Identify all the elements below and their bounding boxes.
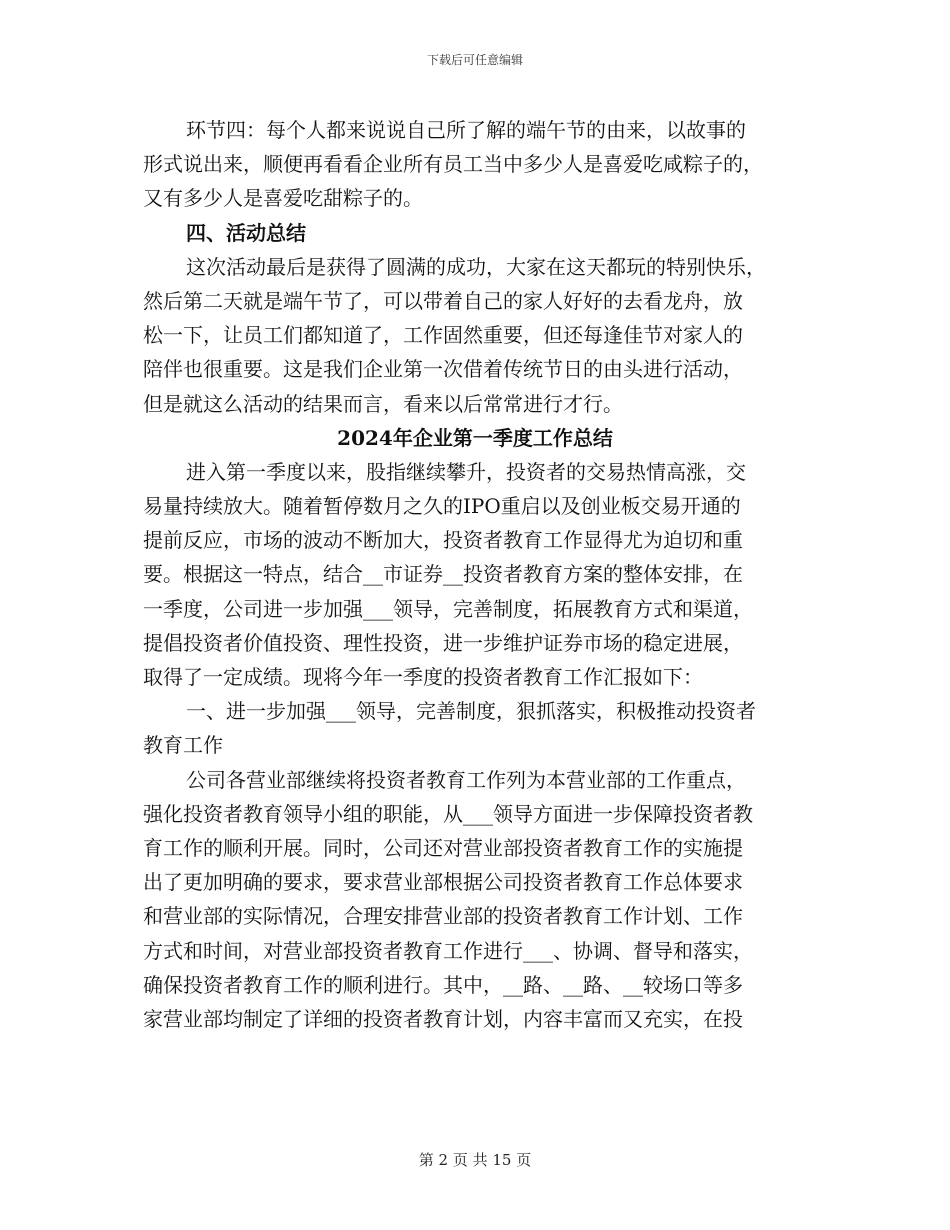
paragraph-line: 家营业部均制定了详细的投资者教育计划，内容丰富而又充实，在投 [143,1006,743,1031]
paragraph-line: 教育工作 [143,733,223,758]
paragraph-line: 进入第一季度以来，股指继续攀升，投资者的交易热情高涨，交 [186,459,746,484]
section-heading: 四、活动总结 [186,220,306,245]
paragraph-line: 又有多少人是喜爱吃甜粽子的。 [143,186,423,211]
paragraph-line: 确保投资者教育工作的顺利进行。其中，__路、__路、__较场口等多 [143,972,743,997]
paragraph-line: 提前反应，市场的波动不断加大，投资者教育工作显得尤为迫切和重 [143,528,743,553]
paragraph-line: 这次活动最后是获得了圆满的成功，大家在这天都玩的特别快乐， [186,254,766,279]
page-header: 下载后可任意编辑 [426,53,523,67]
page-number-footer: 第 2 页 共 15 页 [418,1151,532,1169]
paragraph-line: 然后第二天就是端午节了，可以带着自己的家人好好的去看龙舟，放 [143,288,743,313]
paragraph-line: 公司各营业部继续将投资者教育工作列为本营业部的工作重点， [186,767,746,792]
paragraph-line: 但是就这么活动的结果而言，看来以后常常进行才行。 [143,391,623,416]
paragraph-line: 出了更加明确的要求，要求营业部根据公司投资者教育工作总体要求 [143,870,743,895]
paragraph-line: 提倡投资者价值投资、理性投资，进一步维护证券市场的稳定进展， [143,630,743,655]
paragraph-line: 方式和时间，对营业部投资者教育工作进行___、协调、督导和落实， [143,938,753,963]
paragraph-line: 育工作的顺利开展。同时，公司还对营业部投资者教育工作的实施提 [143,835,743,860]
paragraph-line: 环节四：每个人都来说说自己所了解的端午节的由来，以故事的 [186,118,746,142]
paragraph-line: 强化投资者教育领导小组的职能，从___领导方面进一步保障投资者教 [143,801,753,826]
paragraph-line: 取得了一定成绩。现将今年一季度的投资者教育工作汇报如下： [143,665,703,689]
paragraph-line: 陪伴也很重要。这是我们企业第一次借着传统节日的由头进行活动， [143,357,743,382]
document-title: 2024年企业第一季度工作总结 [337,425,613,450]
paragraph-line: 要。根据这一特点，结合__市证券__投资者教育方案的整体安排，在 [143,562,743,587]
paragraph-line: 一季度，公司进一步加强___领导，完善制度，拓展教育方式和渠道， [143,596,753,621]
paragraph-line: 形式说出来，顺便再看看企业所有员工当中多少人是喜爱吃咸粽子的， [143,152,763,177]
paragraph-line: 松一下，让员工们都知道了，工作固然重要，但还每逢佳节对家人的 [143,323,743,348]
paragraph-line: 一、进一步加强___领导，完善制度，狠抓落实，积极推动投资者 [186,699,756,724]
paragraph-line: 和营业部的实际情况，合理安排营业部的投资者教育工作计划、工作 [143,904,743,929]
document-body [143,113,807,1036]
paragraph-line: 易量持续放大。随着暂停数月之久的IPO重启以及创业板交易开通的 [143,494,741,519]
